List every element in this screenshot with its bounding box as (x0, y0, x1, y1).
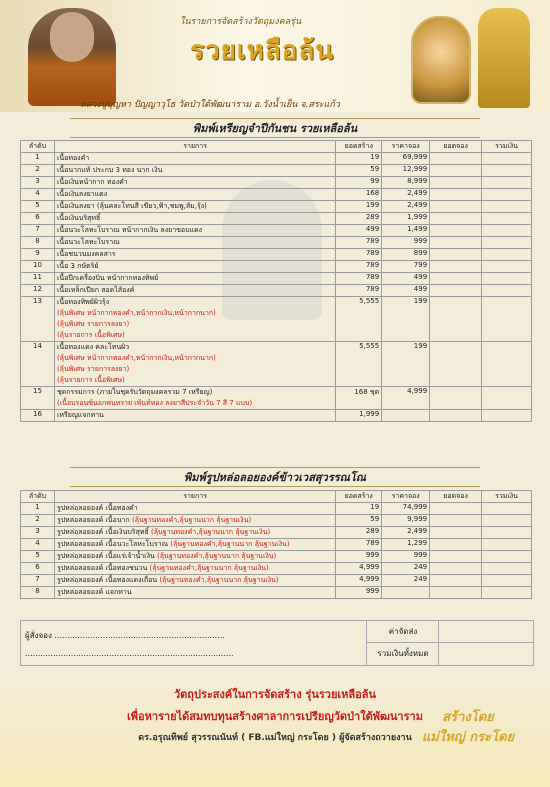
item-title: เนื้อเงินลงยาแดง (56, 190, 108, 198)
build-qty: 289 (336, 527, 382, 539)
build-qty: 99 (336, 177, 382, 189)
item-title: ชุดกรรมการ (ภายในชุดรับวัตถุมงคลรวม 7 เหรียญ) (56, 388, 213, 396)
item-note: (ลุ้นฐานทองคำ,ลุ้นฐานนาก ลุ้นฐานเงิน) (150, 528, 271, 536)
item-title: เนื้อทองคำ (56, 154, 90, 162)
build-qty: 19 (336, 503, 382, 515)
header-top-line: ในรายการจัดสร้างวัตถุมงคลรุ่น (180, 17, 302, 27)
column-header: รวมเงิน (482, 491, 532, 503)
item-title: เหรียญแจกทาน (56, 411, 104, 419)
item-title: เนื้อนวะโลหะโบราณ (56, 238, 120, 246)
header-title: รวยเหลือล้น (190, 36, 335, 66)
item-title: รูปหล่อลอยองค์ เนื้อทองชนวน (56, 564, 150, 572)
order-qty-cell[interactable] (430, 527, 482, 539)
footer-line2: เพื่อหารายได้สมทบทุนสร้างศาลาการเปรียญวัดป่าใต้พัฒนาราม (127, 710, 423, 723)
orderer-label: ผู้สั่งจอง ................................................................... (25, 631, 225, 640)
item-title: เนื้อเงินหน้ากาก ทองคำ (56, 178, 128, 186)
order-qty-cell[interactable] (430, 539, 482, 551)
total-cell[interactable] (482, 273, 532, 285)
table-row (21, 213, 532, 225)
table-row (21, 515, 532, 527)
item-note: (ลุ้นฐานทองคำ,ลุ้นฐานนาก ลุ้นฐานเงิน) (149, 564, 269, 572)
order-qty-cell[interactable] (430, 165, 482, 177)
row-number: 10 (21, 261, 55, 273)
row-number: 14 (21, 342, 55, 387)
build-qty: 999 (336, 587, 382, 599)
shipping-value-field[interactable] (438, 621, 534, 643)
row-number: 2 (21, 515, 55, 527)
build-qty: 59 (336, 515, 382, 527)
item-name (54, 515, 335, 527)
build-qty: 5,555 (336, 297, 382, 342)
item-title: รูปหล่อลอยองค์ เนื้อนาก (56, 516, 132, 524)
order-qty-cell[interactable] (430, 515, 482, 527)
item-note: (ลุ้นพิเศษ รายการลงยา) (56, 365, 130, 373)
table-row (21, 410, 532, 422)
order-qty-cell[interactable] (430, 587, 482, 599)
row-number: 9 (21, 249, 55, 261)
shipping-label: ค่าจัดส่ง (366, 621, 439, 643)
table-row (21, 189, 532, 201)
table-row (21, 587, 532, 599)
row-number: 4 (21, 539, 55, 551)
column-header: รายการ (54, 491, 335, 503)
total-cell[interactable] (482, 563, 532, 575)
item-title: รูปหล่อลอยองค์ แจกทาน (56, 588, 132, 596)
address-line: .................................................................................. (25, 649, 234, 658)
build-qty: 789 (336, 261, 382, 273)
table-row (21, 539, 532, 551)
reserve-price: 2,499 (382, 527, 430, 539)
item-title: รูปหล่อลอยองค์ เนื้อนวะโลหะโบราณ (56, 540, 171, 548)
table-row (21, 225, 532, 237)
item-name (54, 225, 335, 237)
item-name (54, 539, 335, 551)
item-title: รูปหล่อลอยองค์ เนื้อทองคำ (56, 504, 138, 512)
order-qty-cell[interactable] (430, 297, 482, 342)
reserve-price: 999 (382, 551, 430, 563)
column-header: ยอดสร้าง (336, 491, 382, 503)
reserve-price: 249 (382, 563, 430, 575)
item-title: เนื้อปีกเครื่องบิน หน้ากากทองทิพย์ (56, 274, 159, 282)
total-cell[interactable] (482, 575, 532, 587)
column-header: ยอดจอง (430, 141, 482, 153)
row-number: 6 (21, 213, 55, 225)
reserve-price (382, 410, 430, 422)
table-header-row (21, 141, 532, 153)
footer-line3: ดร.อรุณทิพย์ สุวรรณนันท์ ( FB.แม่ใหญ่ กระโดย ) ผู้จัดสร้างถวายงาน (138, 733, 412, 743)
item-name (54, 503, 335, 515)
table-row (21, 249, 532, 261)
total-cell[interactable] (482, 225, 532, 237)
item-note: (ลุ้นพิเศษ หน้ากากทองคำ,หน้ากากเงิน,หน้ากากนาก) (56, 309, 216, 317)
reserve-price: 249 (382, 575, 430, 587)
build-qty: 168 (336, 189, 382, 201)
item-title: เนื้อชนวนมงคลสาร (56, 250, 116, 258)
row-number: 8 (21, 587, 55, 599)
item-name (54, 165, 335, 177)
build-qty: 59 (336, 165, 382, 177)
item-name (54, 273, 335, 285)
row-number: 4 (21, 189, 55, 201)
total-cell[interactable] (482, 515, 532, 527)
item-name (54, 189, 335, 201)
table-row (21, 551, 532, 563)
build-qty: 999 (336, 551, 382, 563)
column-header: รวมเงิน (482, 141, 532, 153)
column-header: ลำดับ (21, 141, 55, 153)
column-header: รายการ (54, 141, 335, 153)
order-qty-cell[interactable] (430, 563, 482, 575)
item-note: (ลุ้นพิเศษ หน้ากากทองคำ,หน้ากากเงิน,หน้ากากนาก) (56, 354, 216, 362)
order-qty-cell[interactable] (430, 551, 482, 563)
total-cell[interactable] (482, 201, 532, 213)
table-row (21, 563, 532, 575)
build-qty: 1,999 (336, 410, 382, 422)
table-header-row (21, 491, 532, 503)
item-name (54, 410, 335, 422)
item-title: เนื้อ 3 กษัตริย์ (56, 262, 99, 270)
item-title: เนื้อเงินลงยา (ลุ้นคละโทนสี เขียว,ฟ้า,ชมพู,ส้ม,รุ้ง) (56, 202, 207, 210)
reserve-price: 199 (382, 342, 430, 387)
row-number: 12 (21, 285, 55, 297)
item-title: เนื้อทองแดง คละโทนผิว (56, 343, 130, 351)
reserve-price: 69,999 (382, 153, 430, 165)
row-number: 1 (21, 153, 55, 165)
row-number: 2 (21, 165, 55, 177)
item-title: รูปหล่อลอยองค์ เนื้อเงินบริสุทธิ์ (56, 528, 151, 536)
item-name (54, 177, 335, 189)
total-cell[interactable] (482, 189, 532, 201)
item-title: เนื้อนากแท้ ประกบ 3 ทอง นาก เงิน (56, 166, 163, 174)
item-name (54, 342, 335, 387)
total-cell[interactable] (482, 539, 532, 551)
total-value-field[interactable] (438, 643, 534, 665)
column-header: ราคาจอง (382, 491, 430, 503)
reserve-price: 74,999 (382, 503, 430, 515)
order-qty-cell[interactable] (430, 273, 482, 285)
row-number: 5 (21, 201, 55, 213)
item-name (54, 213, 335, 225)
order-qty-cell[interactable] (430, 177, 482, 189)
column-header: ลำดับ (21, 491, 55, 503)
reserve-price: 199 (382, 297, 430, 342)
item-name (54, 237, 335, 249)
build-qty: 499 (336, 225, 382, 237)
reserve-price: 799 (382, 261, 430, 273)
total-cell[interactable] (482, 587, 532, 599)
total-cell[interactable] (482, 213, 532, 225)
row-number: 8 (21, 237, 55, 249)
table-row (21, 285, 532, 297)
item-name (54, 575, 335, 587)
table-row (21, 527, 532, 539)
row-number: 7 (21, 225, 55, 237)
total-cell[interactable] (482, 551, 532, 563)
item-name (54, 201, 335, 213)
section2-title: พิมพ์รูปหล่อลอยองค์ข้าวเวสสุวรรณโณ (70, 467, 480, 487)
table-row (21, 165, 532, 177)
item-title: รูปหล่อลอยองค์ เนื้อทองแดงเถื่อน (56, 576, 160, 584)
table-row (21, 261, 532, 273)
item-name (54, 387, 335, 410)
build-qty: 789 (336, 237, 382, 249)
row-number: 5 (21, 551, 55, 563)
reserve-price (382, 587, 430, 599)
column-header: ยอดจอง (430, 491, 482, 503)
order-qty-cell[interactable] (430, 237, 482, 249)
table-row (21, 177, 532, 189)
item-note: (ลุ้นรายการ เนื้อพิเศษ) (56, 376, 125, 384)
build-qty: 4,999 (336, 575, 382, 587)
reserve-price: 499 (382, 273, 430, 285)
build-qty: 5,555 (336, 342, 382, 387)
table-row (21, 575, 532, 587)
giant-statue-image (478, 8, 530, 108)
reserve-price: 499 (382, 285, 430, 297)
item-name (54, 249, 335, 261)
item-name (54, 297, 335, 342)
reserve-price: 999 (382, 237, 430, 249)
reserve-price: 2,499 (382, 201, 430, 213)
build-qty: 289 (336, 213, 382, 225)
total-cell[interactable] (482, 165, 532, 177)
reserve-price: 1,499 (382, 225, 430, 237)
total-cell[interactable] (482, 237, 532, 249)
order-qty-cell[interactable] (430, 225, 482, 237)
section2-table (20, 490, 532, 599)
maeyai-logo: สร้างโดย แม่ใหญ่ กระโดย (421, 710, 515, 745)
build-qty: 199 (336, 201, 382, 213)
item-title: เนื้อเงินบริสุทธิ์ (56, 214, 101, 222)
column-header: ยอดสร้าง (336, 141, 382, 153)
table-row (21, 273, 532, 285)
build-qty: 789 (336, 249, 382, 261)
table-row (21, 237, 532, 249)
header-subtitle: หลวงปู่บุญหา ปัญญาวุโธ วัดป่าใต้พัฒนาราม อ.วังน้ำเย็น จ.สระแก้ว (80, 100, 340, 110)
order-qty-cell[interactable] (430, 153, 482, 165)
monk-face (50, 12, 94, 62)
reserve-price: 9,999 (382, 515, 430, 527)
total-cell[interactable] (482, 285, 532, 297)
table-row (21, 153, 532, 165)
build-qty: 789 (336, 285, 382, 297)
item-note: (เนื้อบรอนซ์นอกพ่นทราย เพ้นท์ทอง ลงยาสีประจำวัน 7 สี 7 แบบ) (56, 399, 253, 407)
total-cell[interactable] (482, 503, 532, 515)
row-number: 13 (21, 297, 55, 342)
build-qty: 19 (336, 153, 382, 165)
total-cell[interactable] (482, 342, 532, 387)
order-box (20, 620, 534, 666)
total-cell[interactable] (482, 527, 532, 539)
table-row (21, 503, 532, 515)
order-qty-cell[interactable] (430, 410, 482, 422)
item-name (54, 285, 335, 297)
row-number: 6 (21, 563, 55, 575)
item-name (54, 563, 335, 575)
reserve-price: 2,499 (382, 189, 430, 201)
total-cell[interactable] (482, 297, 532, 342)
order-qty-cell[interactable] (430, 575, 482, 587)
item-name (54, 551, 335, 563)
item-note: (ลุ้นฐานทองคำ,ลุ้นฐานนาก ลุ้นฐานเงิน) (131, 516, 252, 524)
total-cell[interactable] (482, 177, 532, 189)
order-qty-cell[interactable] (430, 261, 482, 273)
item-name (54, 527, 335, 539)
order-qty-cell[interactable] (430, 342, 482, 387)
reserve-price: 4,999 (382, 387, 430, 410)
table-row (21, 201, 532, 213)
item-note: (ลุ้นฐานทองคำ,ลุ้นฐานนาก ลุ้นฐานเงิน) (157, 552, 277, 560)
reserve-price: 12,999 (382, 165, 430, 177)
order-qty-cell[interactable] (430, 201, 482, 213)
total-label: รวมเงินทั้งหมด (366, 643, 439, 665)
row-number: 7 (21, 575, 55, 587)
row-number: 16 (21, 410, 55, 422)
total-cell[interactable] (482, 153, 532, 165)
order-qty-cell[interactable] (430, 285, 482, 297)
build-qty: 789 (336, 273, 382, 285)
coin-amulet-image (411, 16, 471, 104)
item-note: (ลุ้นพิเศษ รายการลงยา) (56, 320, 130, 328)
row-number: 3 (21, 177, 55, 189)
total-cell[interactable] (482, 387, 532, 410)
row-number: 15 (21, 387, 55, 410)
order-qty-cell[interactable] (430, 213, 482, 225)
item-note: (ลุ้นรายการ เนื้อพิเศษ) (56, 331, 125, 339)
row-number: 3 (21, 527, 55, 539)
table-row (21, 387, 532, 410)
item-name (54, 153, 335, 165)
reserve-price: 1,299 (382, 539, 430, 551)
item-name (54, 261, 335, 273)
item-title: เนื้อทองทิพย์ผิวรุ้ง (56, 298, 110, 306)
item-note: (ลุ้นฐานทองคำ,ลุ้นฐานนาก ลุ้นฐานเงิน) (170, 540, 290, 548)
total-cell[interactable] (482, 261, 532, 273)
table-row (21, 297, 532, 342)
column-header: ราคาจอง (382, 141, 430, 153)
reserve-price: 1,999 (382, 213, 430, 225)
footer-line1: วัตถุประสงค์ในการจัดสร้าง รุ่นรวยเหลือล้น (173, 688, 377, 701)
item-title: เนื้อเหล็กเปียก สอดไส้องค์ (56, 286, 135, 294)
row-number: 1 (21, 503, 55, 515)
reserve-price: 8,999 (382, 177, 430, 189)
item-title: รูปหล่อลอยองค์ เนื้อแร่เจ้าน้ำเงิน (56, 552, 158, 560)
order-qty-cell[interactable] (430, 503, 482, 515)
section1-title: พิมพ์เหรียญจำปีกันชน รวยเหลือล้น (70, 118, 480, 138)
total-cell[interactable] (482, 249, 532, 261)
section1-table (20, 140, 532, 422)
build-qty: 168 ชุด (336, 387, 382, 410)
order-qty-cell[interactable] (430, 249, 482, 261)
item-name (54, 587, 335, 599)
item-note: (ลุ้นฐานทองคำ,ลุ้นฐานนาก ลุ้นฐานเงิน) (159, 576, 279, 584)
total-cell[interactable] (482, 410, 532, 422)
order-qty-cell[interactable] (430, 189, 482, 201)
table-row (21, 342, 532, 387)
row-number: 11 (21, 273, 55, 285)
build-qty: 789 (336, 539, 382, 551)
reserve-price: 899 (382, 249, 430, 261)
build-qty: 4,999 (336, 563, 382, 575)
item-title: เนื้อนวะโลหะโบราณ หน้ากากเงิน ลงยาขอบแดง (56, 226, 203, 234)
order-qty-cell[interactable] (430, 387, 482, 410)
